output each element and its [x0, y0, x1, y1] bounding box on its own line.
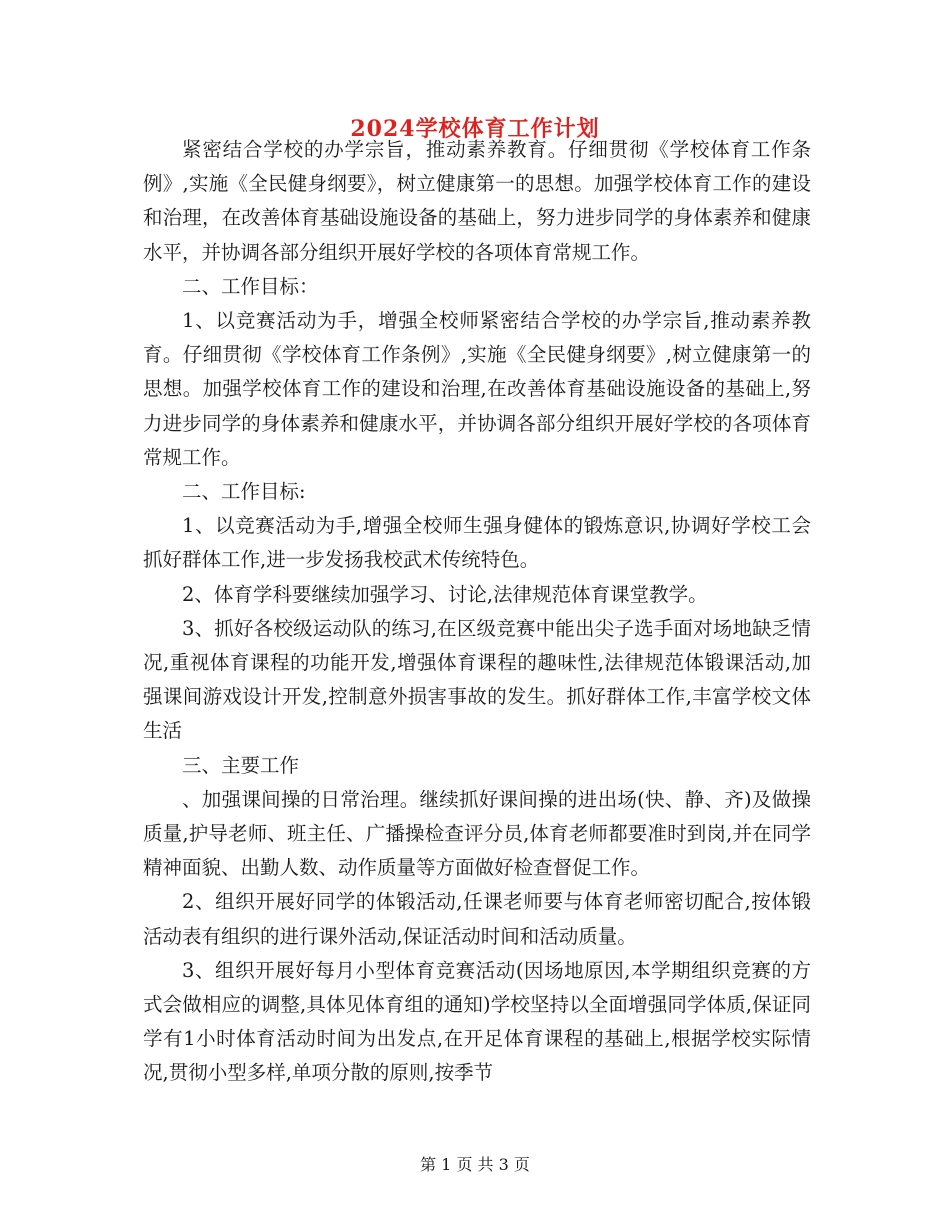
paragraph-work-3: 3、组织开展好每月小型体育竞赛活动(因场地原因,本学期组织竞赛的方式会做相应的调整,具体见体育组的通知)学校坚持以全面增强同学体质,保证同学有1小时体育活动时间为出发点,在开足体育课程的基础上,根据学校实际情况,贯彻小型多样,单项分散的原则,按季节 [143, 958, 811, 1085]
paragraph-goal-3: 3、抓好各校级运动队的练习,在区级竞赛中能出尖子选手面对场地缺乏情况,重视体育课程的功能开发,增强体育课程的趣味性,法律规范体锻课活动,加强课间游戏设计开发,控制意外损害事故的发生。抓好群体工作,丰富学校文体生活 [143, 616, 811, 743]
paragraph-intro: 紧密结合学校的办学宗旨，推动素养教育。仔细贯彻《学校体育工作条例》,实施《全民健身纲要》，树立健康第一的思想。加强学校体育工作的建设和治理，在改善体育基础设施设备的基础上，努力进步同学的身体素养和健康水平，并协调各部分组织开展好学校的各项体育常规工作。 [143, 138, 811, 264]
paragraph-goal-1-repeat: 1、以竞赛活动为手,增强全校师生强身健体的锻炼意识,协调好学校工会抓好群体工作,进一步发扬我校武术传统特色。 [143, 514, 811, 572]
paragraph-goal-2: 2、体育学科要继续加强学习、讨论,法律规范体育课堂教学。 [182, 582, 708, 606]
paragraph-work-1: 、加强课间操的日常治理。继续抓好课间操的进出场(快、静、齐)及做操质量,护导老师、班主任、广播操检查评分员,体育老师都要准时到岗,并在同学精神面貌、出勤人数、动作质量等方面做好检查督促工作。 [143, 787, 811, 880]
paragraph-work-2: 2、组织开展好同学的体锻活动,任课老师要与体育老师密切配合,按体锻活动表有组织的进行课外活动,保证活动时间和活动质量。 [143, 890, 811, 948]
document-title: 2024学校体育工作计划 [350, 116, 600, 142]
paragraph-heading-goals-repeat: 二、工作目标: [182, 480, 306, 504]
page-number-footer: 第 1 页 共 3 页 [420, 1155, 530, 1174]
paragraph-heading-goals: 二、工作目标： [182, 274, 319, 298]
paragraph-heading-main-work: 三、主要工作 [182, 753, 300, 777]
document-body [143, 133, 811, 1091]
paragraph-goal-1: 1、以竞赛活动为手，增强全校师紧密结合学校的办学宗旨,推动素养教育。仔细贯彻《学校体育工作条例》,实施《全民健身纲要》,树立健康第一的思想。加强学校体育工作的建设和治理,在改善体育基础设施设备的基础上,努力进步同学的身体素养和健康水平，并协调各部分组织开展好学校的各项体育常规工作。 [143, 309, 811, 469]
